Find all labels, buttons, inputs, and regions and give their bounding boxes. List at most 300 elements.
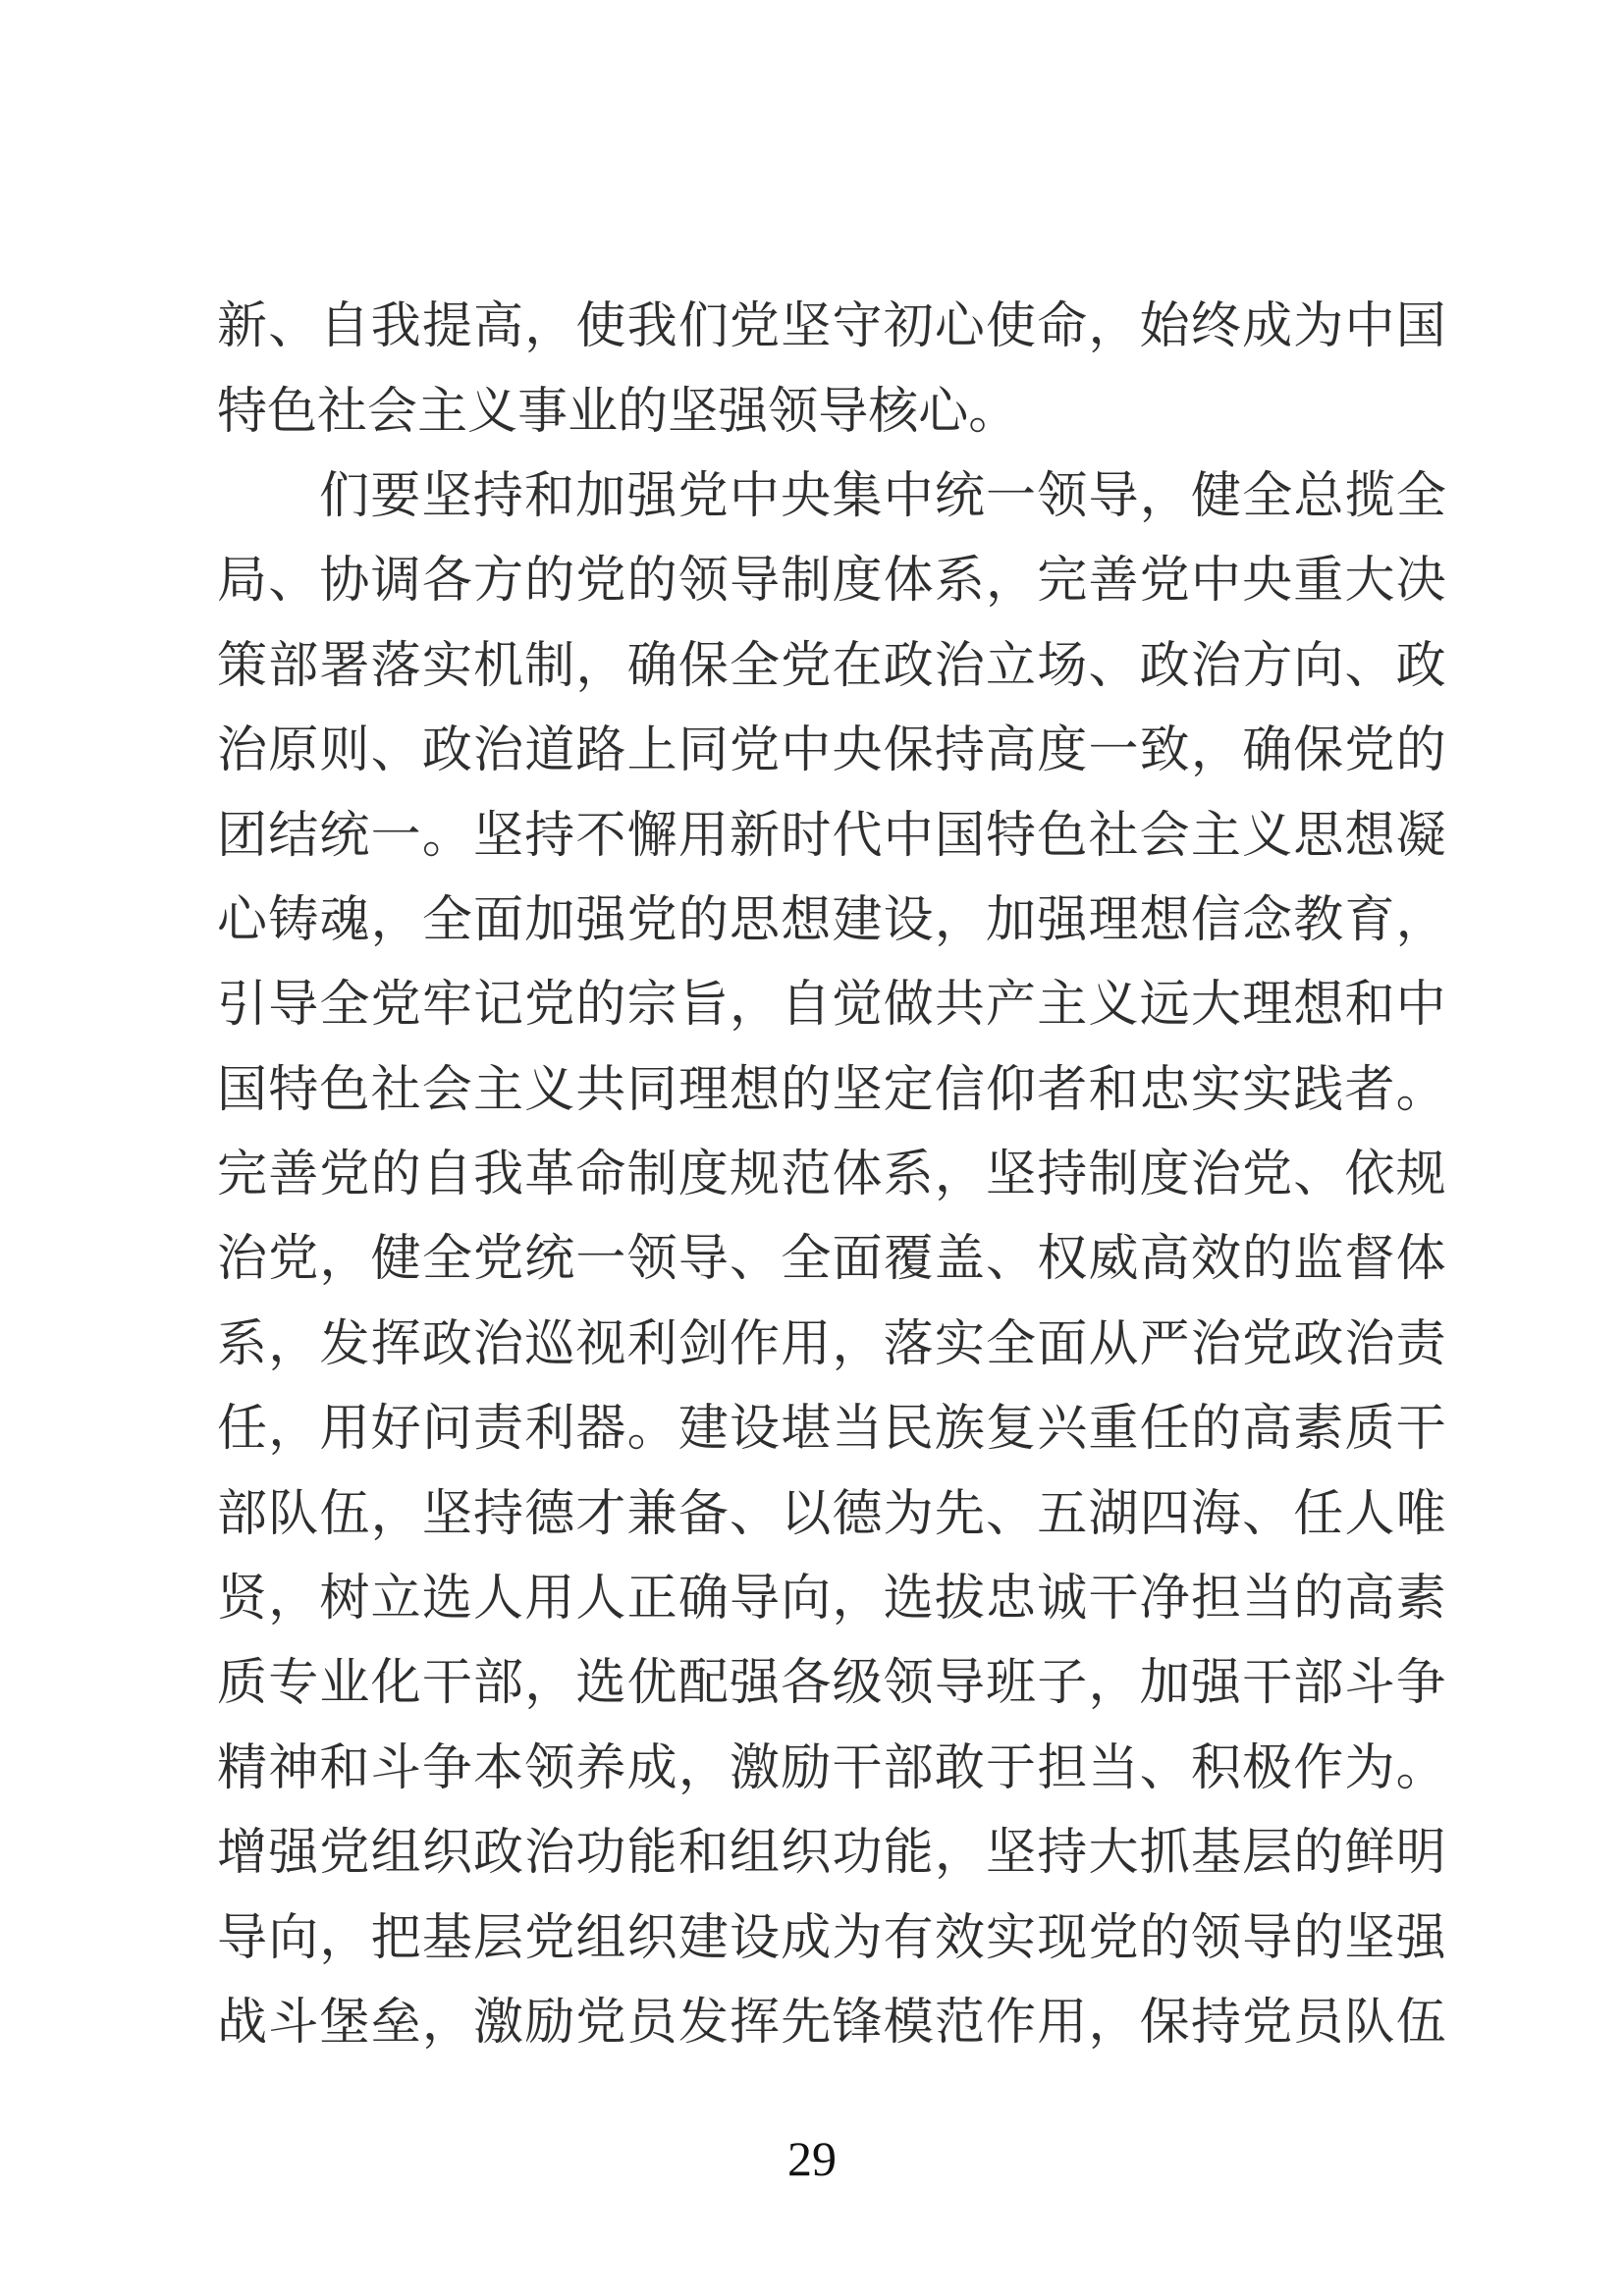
character: 思	[1293, 808, 1344, 864]
character: 。	[968, 384, 1019, 440]
character: 用	[1037, 1996, 1088, 2051]
character: 想	[781, 892, 832, 948]
character: 特	[268, 1062, 319, 1118]
character: 部	[883, 1740, 934, 1796]
character: 挥	[370, 1316, 421, 1372]
character: 持	[1190, 1996, 1241, 2051]
character: 共	[934, 978, 985, 1034]
character: 的	[524, 554, 575, 610]
character: 斗	[370, 1740, 421, 1796]
text-line	[217, 1975, 1446, 2059]
character: 社	[370, 1062, 421, 1118]
character: 唯	[1395, 1486, 1446, 1542]
character: 作	[986, 1996, 1037, 2051]
character: 织	[626, 1910, 677, 1966]
character: 激	[473, 1996, 524, 2051]
character: 人	[1344, 1486, 1395, 1542]
character: 落	[883, 1316, 934, 1372]
character: 当	[1242, 1572, 1293, 1628]
character: 信	[1190, 892, 1241, 948]
character: 、	[1088, 638, 1139, 694]
character: 效	[934, 1910, 985, 1966]
character: 初	[883, 299, 934, 355]
character: 规	[730, 1148, 781, 1203]
character: 建	[677, 1402, 729, 1458]
character: 积	[1190, 1740, 1241, 1796]
character: 路	[575, 723, 626, 779]
character: 社	[1088, 808, 1139, 864]
text-line	[217, 1890, 1446, 1974]
character: ，	[370, 892, 421, 948]
character: 人	[575, 1572, 626, 1628]
character: 党	[1139, 554, 1190, 610]
character: 依	[1344, 1148, 1395, 1203]
character: 理	[1088, 892, 1139, 948]
character: 织	[781, 1826, 832, 1882]
character: 全	[730, 638, 781, 694]
character: 德	[832, 1486, 883, 1542]
character: 实	[1190, 1062, 1241, 1118]
character: 场	[1037, 638, 1088, 694]
character: 强	[575, 892, 626, 948]
character: 、	[1242, 1486, 1293, 1542]
character: 理	[1242, 978, 1293, 1034]
character: 督	[1344, 1232, 1395, 1288]
character: 、	[986, 1232, 1037, 1288]
character: 质	[1344, 1402, 1395, 1458]
character: 色	[319, 1062, 370, 1118]
character: 系	[934, 554, 985, 610]
character: 持	[934, 723, 985, 779]
character: 任	[1139, 1402, 1190, 1458]
character: 保	[1293, 723, 1344, 779]
character: 、	[986, 1486, 1037, 1542]
character: 向	[781, 1572, 832, 1628]
character: 基	[421, 1910, 472, 1966]
character: 核	[868, 384, 919, 440]
character: 色	[1037, 808, 1088, 864]
character: 用	[677, 808, 729, 864]
character: 的	[1242, 1232, 1293, 1288]
character: 堡	[319, 1996, 370, 2051]
character: ，	[268, 1572, 319, 1628]
character: 干	[421, 1656, 472, 1712]
character: 导	[268, 978, 319, 1034]
character: 责	[473, 1402, 524, 1458]
character: 高	[1139, 1232, 1190, 1288]
character: 族	[934, 1402, 985, 1458]
text-line	[217, 957, 1446, 1041]
character: 全	[421, 1232, 472, 1288]
character: 配	[677, 1656, 729, 1712]
character: 在	[832, 638, 883, 694]
character: 国	[217, 1062, 268, 1118]
character: 挥	[730, 1996, 781, 2051]
character: 选	[421, 1572, 472, 1628]
character: 政	[883, 638, 934, 694]
character: 导	[1088, 468, 1139, 524]
character: 的	[1395, 723, 1446, 779]
character: 治	[1344, 1316, 1395, 1372]
character: 明	[1395, 1826, 1446, 1882]
character: 严	[1139, 1316, 1190, 1372]
character: 仰	[986, 1062, 1037, 1118]
character: 党	[319, 1826, 370, 1882]
character: 协	[319, 554, 370, 610]
character: 用	[319, 1402, 370, 1458]
character: 为	[1293, 299, 1344, 355]
character: 一	[1088, 723, 1139, 779]
text-line	[217, 1297, 1446, 1381]
character: 重	[1088, 1402, 1139, 1458]
character: 魂	[319, 892, 370, 948]
character: 、	[1293, 1148, 1344, 1203]
character: 想	[730, 1062, 781, 1118]
character: 自	[319, 299, 370, 355]
character: 才	[575, 1486, 626, 1542]
character: 面	[473, 892, 524, 948]
character: 锋	[832, 1996, 883, 2051]
character: 当	[832, 1402, 883, 1458]
character: 中	[729, 468, 780, 524]
character: 向	[268, 1910, 319, 1966]
character: 导	[730, 1572, 781, 1628]
character: 德	[524, 1486, 575, 1542]
character: 想	[1293, 978, 1344, 1034]
character: 党	[575, 1996, 626, 2051]
character: 确	[1242, 723, 1293, 779]
character: 育	[1344, 892, 1395, 948]
character: 产	[986, 978, 1037, 1034]
character: 党	[524, 978, 575, 1034]
character: 记	[473, 978, 524, 1034]
character: 优	[626, 1656, 677, 1712]
character: 上	[626, 723, 677, 779]
character: 各	[781, 1656, 832, 1712]
character: 义	[524, 1062, 575, 1118]
text-line	[217, 1127, 1446, 1211]
character: 教	[1293, 892, 1344, 948]
character: 领	[768, 384, 819, 440]
character: 党	[730, 723, 781, 779]
text-line	[217, 618, 1446, 703]
character: 精	[217, 1740, 268, 1796]
character: 代	[832, 808, 883, 864]
character: 人	[473, 1572, 524, 1628]
character: 争	[421, 1740, 472, 1796]
character: 化	[370, 1656, 421, 1712]
character: 视	[575, 1316, 626, 1372]
character: ，	[1088, 1656, 1139, 1712]
character: 任	[1293, 1486, 1344, 1542]
character: 持	[473, 1486, 524, 1542]
character: 国	[1395, 299, 1446, 355]
character: 励	[781, 1740, 832, 1796]
character: 导	[934, 1656, 985, 1712]
character: 国	[934, 808, 985, 864]
character: 的	[1293, 1826, 1344, 1882]
character: 以	[781, 1486, 832, 1542]
character: 主	[1190, 808, 1241, 864]
character: 保	[1139, 1996, 1190, 2051]
character: 剑	[677, 1316, 729, 1372]
character: 范	[934, 1996, 985, 2051]
character: 治	[1190, 638, 1241, 694]
character: 备	[677, 1486, 729, 1542]
character: 集	[832, 468, 883, 524]
character: 治	[217, 723, 268, 779]
character: 义	[467, 384, 518, 440]
character: 时	[781, 808, 832, 864]
character: 强	[1037, 892, 1088, 948]
character: 铸	[268, 892, 319, 948]
character: 高	[1242, 1402, 1293, 1458]
character: 坚	[832, 1062, 883, 1118]
character: 激	[730, 1740, 781, 1796]
character: 中	[1190, 554, 1241, 610]
character: 党	[1242, 1148, 1293, 1203]
character: 者	[1344, 1062, 1395, 1118]
character: 先	[934, 1486, 985, 1542]
character: 治	[524, 1826, 575, 1882]
page-number: 29	[787, 2131, 837, 2186]
character: 央	[832, 723, 883, 779]
character: 增	[217, 1826, 268, 1882]
text-line	[217, 787, 1446, 872]
character: 兼	[626, 1486, 677, 1542]
character: 导	[217, 1910, 268, 1966]
character: 保	[883, 723, 934, 779]
character: 建	[677, 1910, 729, 1966]
character: 员	[626, 1996, 677, 2051]
character: 面	[832, 1232, 883, 1288]
character: 会	[421, 1062, 472, 1118]
character: 能	[626, 1826, 677, 1882]
character: 治	[473, 1316, 524, 1372]
character: 巡	[524, 1316, 575, 1372]
character: 堪	[781, 1402, 832, 1458]
character: ，	[524, 1656, 575, 1712]
character: 养	[575, 1740, 626, 1796]
character: 心	[217, 892, 268, 948]
character: 任	[217, 1402, 268, 1458]
character: 制	[524, 638, 575, 694]
character: 治	[217, 1232, 268, 1288]
character: 体	[1395, 1232, 1446, 1288]
character: ，	[575, 638, 626, 694]
character: 队	[1344, 1996, 1395, 2051]
character: 我	[370, 299, 421, 355]
character: ，	[268, 1316, 319, 1372]
character: 强	[730, 1656, 781, 1712]
text-line	[217, 1381, 1446, 1466]
character: 践	[1293, 1062, 1344, 1118]
character: 担	[1037, 1740, 1088, 1796]
character: 成	[626, 1740, 677, 1796]
character: 思	[730, 892, 781, 948]
character: 全	[1395, 468, 1446, 524]
character: 极	[1242, 1740, 1293, 1796]
character: 海	[1190, 1486, 1241, 1542]
character: 懈	[626, 808, 677, 864]
character: ，	[986, 554, 1037, 610]
text-line	[217, 363, 1446, 448]
character: 监	[1293, 1232, 1344, 1288]
character: 始	[1139, 299, 1190, 355]
character: 模	[883, 1996, 934, 2051]
character: 远	[1139, 978, 1190, 1034]
character: 民	[883, 1402, 934, 1458]
character: 用	[781, 1316, 832, 1372]
character: 。	[626, 1402, 677, 1458]
character: 道	[524, 723, 575, 779]
character: 级	[832, 1656, 883, 1712]
character: 的	[1293, 1910, 1344, 1966]
character: 导	[818, 384, 869, 440]
character: 强	[268, 1826, 319, 1882]
character: 器	[575, 1402, 626, 1458]
character: 和	[1088, 1062, 1139, 1118]
character: 制	[781, 554, 832, 610]
character: 中	[1344, 299, 1395, 355]
character: 央	[1242, 554, 1293, 610]
character: 的	[677, 892, 729, 948]
character: 我	[626, 299, 677, 355]
character: 持	[1037, 1826, 1088, 1882]
character: 总	[1293, 468, 1344, 524]
character: 和	[1344, 978, 1395, 1034]
character: 能	[883, 1826, 934, 1882]
character: 治	[1190, 1316, 1241, 1372]
character: 业	[568, 384, 619, 440]
character: 干	[1242, 1656, 1293, 1712]
character: 坚	[986, 1826, 1037, 1882]
character: 净	[1139, 1572, 1190, 1628]
character: 用	[524, 1572, 575, 1628]
character: 面	[1037, 1316, 1088, 1372]
character: 同	[677, 723, 729, 779]
character: 向	[1293, 638, 1344, 694]
character: 中	[883, 808, 934, 864]
character: 治	[473, 723, 524, 779]
character: 的	[1293, 1572, 1344, 1628]
character: 确	[626, 638, 677, 694]
character: 使	[986, 299, 1037, 355]
character: 特	[986, 808, 1037, 864]
character: 部	[1293, 1656, 1344, 1712]
character: 自	[781, 978, 832, 1034]
character: 的	[618, 384, 669, 440]
character: 系	[883, 1148, 934, 1203]
character: 善	[268, 1148, 319, 1203]
character: 治	[934, 638, 985, 694]
character: 层	[473, 1910, 524, 1966]
character: 使	[575, 299, 626, 355]
character: 员	[1293, 1996, 1344, 2051]
character: 本	[473, 1740, 524, 1796]
character: 党	[730, 299, 781, 355]
text-line	[217, 1042, 1446, 1127]
character: 做	[883, 978, 934, 1034]
character: 于	[986, 1740, 1037, 1796]
character: 的	[1190, 1402, 1241, 1458]
character: 原	[268, 723, 319, 779]
character: 度	[677, 1148, 729, 1203]
character: 树	[319, 1572, 370, 1628]
character: 担	[1190, 1572, 1241, 1628]
character: 从	[1088, 1316, 1139, 1372]
character: 、	[268, 554, 319, 610]
character: 范	[781, 1148, 832, 1203]
character: 机	[473, 638, 524, 694]
character: 拔	[934, 1572, 985, 1628]
character: 织	[421, 1826, 472, 1882]
character: 大	[1190, 978, 1241, 1034]
character: 好	[370, 1402, 421, 1458]
character: 质	[217, 1656, 268, 1712]
character: 念	[1242, 892, 1293, 948]
character: 持	[472, 468, 523, 524]
character: 完	[1037, 554, 1088, 610]
character: 设	[883, 892, 934, 948]
character: ，	[1190, 723, 1241, 779]
character: ，	[1088, 299, 1139, 355]
text-line	[217, 1721, 1446, 1805]
character: 问	[421, 1402, 472, 1458]
character: 干	[832, 1740, 883, 1796]
character: 命	[1037, 299, 1088, 355]
character: 组	[575, 1910, 626, 1966]
character: 心	[918, 384, 969, 440]
character: 持	[1037, 1148, 1088, 1203]
character: ，	[1139, 468, 1190, 524]
character: ，	[832, 1572, 883, 1628]
character: 一	[986, 468, 1037, 524]
character: 团	[217, 808, 268, 864]
character: 当	[1088, 1740, 1139, 1796]
character: 党	[1242, 1316, 1293, 1372]
character: ，	[319, 1910, 370, 1966]
character: 政	[421, 723, 472, 779]
character: 政	[473, 1826, 524, 1882]
character: 干	[1395, 1402, 1446, 1458]
character: 共	[575, 1062, 626, 1118]
character: 、	[1139, 1740, 1190, 1796]
character: 党	[575, 554, 626, 610]
character: 特	[217, 384, 268, 440]
character: 致	[1139, 723, 1190, 779]
character: 层	[1242, 1826, 1293, 1882]
character: 加	[1139, 1656, 1190, 1712]
character: 组	[370, 1826, 421, 1882]
character: 斗	[1344, 1656, 1395, 1712]
character: 责	[1395, 1316, 1446, 1372]
character: 实	[986, 1910, 1037, 1966]
character: ，	[934, 892, 985, 948]
character: 全	[781, 1232, 832, 1288]
character: 确	[677, 1572, 729, 1628]
character: 、	[1344, 638, 1395, 694]
character: 素	[1395, 1572, 1446, 1628]
character: ，	[268, 1402, 319, 1458]
character: 先	[781, 1996, 832, 2051]
text-line	[217, 703, 1446, 787]
character: 加	[986, 892, 1037, 948]
character: ，	[934, 1148, 985, 1203]
character: 领	[677, 554, 729, 610]
character: 持	[524, 808, 575, 864]
character: 自	[421, 1148, 472, 1203]
